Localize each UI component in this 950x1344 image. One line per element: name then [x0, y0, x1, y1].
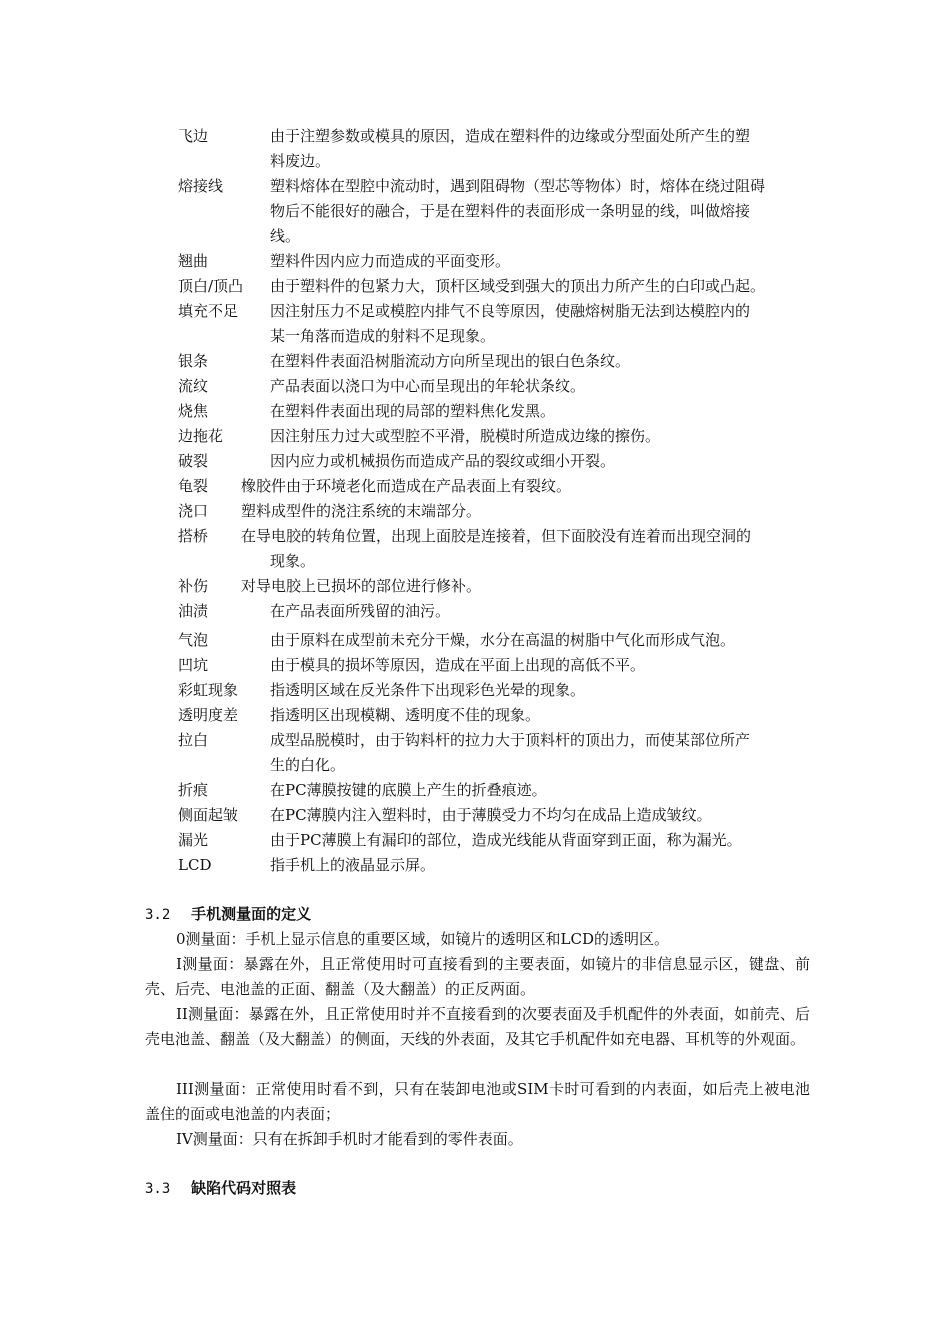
paragraph: I测量面：暴露在外，且正常使用时可直接看到的主要表面，如镜片的非信息显示区，键盘、前壳、后壳、电池盖的正面、翻盖（及大翻盖）的正反两面。: [145, 955, 810, 998]
glossary-term: LCD: [178, 856, 212, 874]
glossary-definition: 因注射压力过大或型腔不平滑，脱模时所造成边缘的擦伤。: [270, 427, 661, 445]
glossary-term: 翘曲: [178, 252, 209, 270]
glossary-term: 油渍: [178, 602, 209, 620]
glossary-term: 凹坑: [178, 656, 209, 674]
glossary-definition: 塑料件因内应力而造成的平面变形。: [270, 252, 511, 270]
glossary-term: 填充不足: [178, 302, 239, 320]
glossary-term: 流纹: [178, 377, 209, 395]
section-heading: [145, 902, 311, 928]
glossary-definition: 对导电胶上已损坏的部位进行修补。: [241, 577, 482, 595]
glossary-definition: 橡胶件由于环境老化而造成在产品表面上有裂纹。: [241, 477, 572, 495]
paragraph: III测量面：正常使用时看不到，只有在装卸电池或SIM卡时可看到的内表面，如后壳上被电池盖住的面或电池盖的内表面；: [145, 1080, 810, 1123]
glossary-definition: 在塑料件表面出现的局部的塑料焦化发黑。: [270, 402, 556, 420]
glossary-definition: 指手机上的液晶显示屏。: [270, 856, 436, 874]
glossary-definition: 因内应力或机械损伤而造成产品的裂纹或细小开裂。: [270, 452, 616, 470]
glossary-definition: 因注射压力不足或模腔内排气不良等原因，使融熔树脂无法到达模腔内的 某一角落而造成的射料不足现象。: [270, 302, 751, 345]
glossary-definition: 由于塑料件的包紧力大，顶杆区域受到强大的顶出力所产生的白印或凸起。: [270, 277, 766, 295]
glossary-definition: 在PC薄膜内注入塑料时，由于薄膜受力不均匀在成品上造成皱纹。: [270, 806, 712, 824]
glossary-definition: 塑料熔体在型腔中流动时，遇到阻碍物（型芯等物体）时，熔体在绕过阻碍 物后不能很好的融合，于是在塑料件的表面形成一条明显的线，叫做熔接 线。: [270, 177, 766, 245]
section-title: 缺陷代码对照表: [191, 1179, 297, 1197]
section-number: 3.3: [145, 1181, 171, 1197]
glossary-term: 银条: [178, 352, 209, 370]
glossary-term: 破裂: [178, 452, 209, 470]
glossary-definition: 由于PC薄膜上有漏印的部位，造成光线能从背面穿到正面，称为漏光。: [270, 831, 742, 849]
glossary-definition: 由于模具的损坏等原因，造成在平面上出现的高低不平。: [270, 656, 646, 674]
glossary-definition: 指透明区域在反光条件下出现彩色光晕的现象。: [270, 681, 586, 699]
glossary-term: 熔接线: [178, 177, 224, 195]
glossary-definition: 指透明区出现模糊、透明度不佳的现象。: [270, 706, 541, 724]
glossary-definition: 在PC薄膜按键的底膜上产生的折叠痕迹。: [270, 781, 547, 799]
glossary-definition: 在塑料件表面沿树脂流动方向所呈现出的银白色条纹。: [270, 352, 631, 370]
section-heading: [145, 1176, 296, 1202]
glossary-term: 顶白/顶凸: [178, 277, 244, 295]
glossary-term: 浇口: [178, 502, 209, 520]
glossary-term: 搭桥: [178, 527, 209, 545]
glossary-term: 飞边: [178, 127, 209, 145]
section-number: 3.2: [145, 907, 171, 923]
glossary-definition: 产品表面以浇口为中心而呈现出的年轮状条纹。: [270, 377, 586, 395]
glossary-term: 漏光: [178, 831, 209, 849]
glossary-term: 龟裂: [178, 477, 209, 495]
section-title: 手机测量面的定义: [191, 905, 312, 923]
glossary-term: 折痕: [178, 781, 209, 799]
glossary-term: 透明度差: [178, 706, 239, 724]
glossary-definition: 在导电胶的转角位置，出现上面胶是连接着，但下面胶没有连着而出现空洞的 现象。: [241, 527, 752, 570]
paragraph: 0测量面：手机上显示信息的重要区域，如镜片的透明区和LCD的透明区。: [176, 930, 670, 948]
glossary-term: 补伤: [178, 577, 209, 595]
glossary-term: 拉白: [178, 731, 209, 749]
glossary-term: 彩虹现象: [178, 681, 239, 699]
glossary-definition: 塑料成型件的浇注系统的末端部分。: [241, 502, 482, 520]
glossary-definition: 在产品表面所残留的油污。: [270, 602, 451, 620]
glossary-definition: 成型品脱模时，由于钩料杆的拉力大于顶料杆的顶出力，而使某部位所产 生的白化。: [270, 731, 751, 774]
glossary-term: 侧面起皱: [178, 806, 239, 824]
glossary-term: 气泡: [178, 631, 209, 649]
glossary-term: 烧焦: [178, 402, 209, 420]
glossary-term: 边拖花: [178, 427, 224, 445]
glossary-definition: 由于原料在成型前未充分干燥，水分在高温的树脂中气化而形成气泡。: [270, 631, 736, 649]
paragraph: IV测量面：只有在拆卸手机时才能看到的零件表面。: [176, 1130, 523, 1148]
paragraph: II测量面：暴露在外，且正常使用时并不直接看到的次要表面及手机配件的外表面，如前壳、后壳电池盖、翻盖（及大翻盖）的侧面，天线的外表面，及其它手机配件如充电器、耳机等的外观面。: [145, 1005, 810, 1048]
glossary-definition: 由于注塑参数或模具的原因，造成在塑料件的边缘或分型面处所产生的塑 料废边。: [270, 127, 751, 170]
